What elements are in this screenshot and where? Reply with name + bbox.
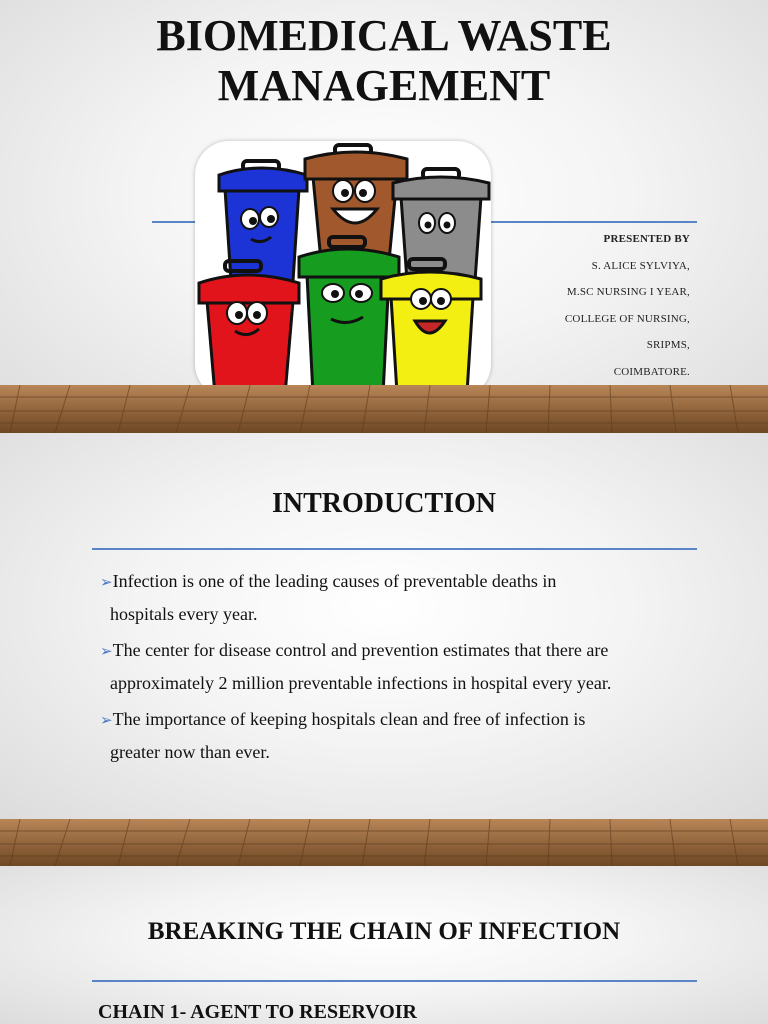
introduction-rule (92, 548, 697, 550)
chain-rule (92, 980, 697, 982)
bullet-item (100, 566, 700, 630)
presenter-name: S. ALICE SYLVIYA, (591, 259, 690, 272)
slide-title-line2: MANAGEMENT (217, 61, 551, 110)
bullet-text-continued: greater now than ever. (110, 742, 270, 762)
presenter-institute: SRIPMS, (646, 339, 690, 352)
red-bin-icon (199, 261, 299, 395)
brown-bin-icon (305, 145, 407, 261)
yellow-bin-icon (381, 259, 481, 393)
chain-subtitle: CHAIN 1- AGENT TO RESERVOIR (98, 1001, 417, 1023)
green-bin-icon (299, 237, 399, 395)
arrow-bullet-icon: ➢ (100, 644, 113, 660)
bullet-text: Infection is one of the leading causes of preventable deaths in (112, 571, 557, 591)
trash-bins-image (195, 141, 491, 398)
bullet-text: The importance of keeping hospitals clean and free of infection is (112, 709, 586, 729)
presenter-college: COLLEGE OF NURSING, (564, 312, 690, 325)
bullet-text-continued: hospitals every year. (110, 604, 258, 624)
introduction-bullets (100, 566, 700, 773)
presenter-city: COIMBATORE. (613, 365, 690, 378)
arrow-bullet-icon: ➢ (100, 575, 113, 591)
title-rule-right (485, 221, 697, 223)
bullet-item (100, 704, 700, 768)
presenter-course: M.SC NURSING I YEAR, (566, 286, 690, 299)
wood-floor-strip (0, 385, 768, 433)
bullet-item (100, 635, 700, 699)
presenter-info (565, 232, 690, 392)
slide-title (0, 0, 768, 433)
wood-floor-strip (0, 819, 768, 866)
introduction-title: INTRODUCTION (271, 488, 497, 519)
bullet-text: The center for disease control and prevention estimates that there are (112, 640, 609, 660)
slide-title-line1: BIOMEDICAL WASTE (156, 11, 612, 60)
presented-by-label: PRESENTED BY (603, 233, 690, 245)
arrow-bullet-icon: ➢ (100, 713, 113, 729)
bullet-text-continued: approximately 2 million preventable infections in hospital every year. (110, 673, 612, 693)
chain-title: BREAKING THE CHAIN OF INFECTION (147, 918, 621, 945)
